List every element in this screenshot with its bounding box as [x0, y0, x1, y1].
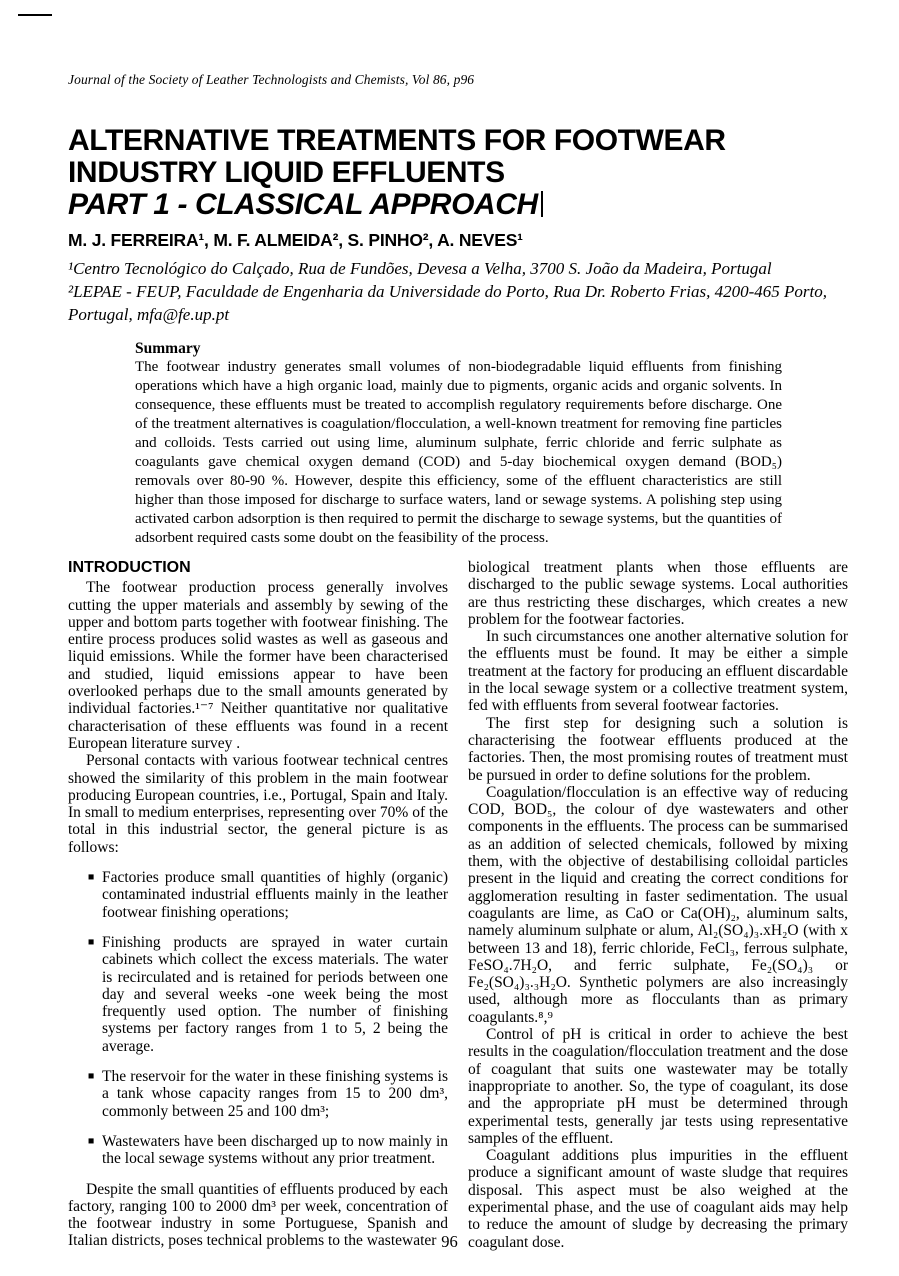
- list-item-text: Factories produce small quantities of highly (organic) contaminated industrial effluents mainly in the leather footwear finishing operations;: [102, 869, 448, 921]
- list-item: [88, 1133, 448, 1168]
- right-column: [468, 559, 848, 1251]
- list-item: [88, 934, 448, 1055]
- affiliations: [68, 257, 848, 326]
- paragraph: The first step for designing such a solution is characterising the footwear effluents produced at the factories. Then, the most promising routes of treatment must be pursued in order to define solutions for the problem.: [468, 714, 848, 784]
- paragraph: Personal contacts with various footwear technical centres showed the similarity of this problem in the main footwear producing European countries, i.e., Portugal, Spain and Italy. In small to medium enterprises, representing over 70% of the total in this industrial sector, the general picture is as follows:: [68, 752, 448, 856]
- paragraph: Control of pH is critical in order to achieve the best results in the coagulation/flocculation treatment and the dose of coagulant that suits one wastewater may be totally inappropriate to another. So, the type of coagulant, its dose and the appropriate pH must be determined through experimental tests, generally jar tests using representative samples of the effluent.: [468, 1026, 848, 1147]
- two-column-body: [68, 559, 848, 1251]
- list-item: [88, 1068, 448, 1120]
- page-number: 96: [441, 1232, 458, 1251]
- paragraph: In such circumstances one another alternative solution for the effluents must be found. It may be either a simple treatment at the factory for producing an effluent discardable in the local sewage system or a collective treatment system, fed with effluents from several footwear factories.: [468, 628, 848, 715]
- journal-header: Journal of the Society of Leather Technologists and Chemists, Vol 86, p96: [68, 72, 475, 87]
- title-line-3: [68, 189, 848, 221]
- text-cursor: [541, 191, 543, 217]
- bullet-square-icon: ■: [88, 872, 95, 884]
- introduction-heading: INTRODUCTION: [68, 559, 191, 576]
- title-part-text: PART 1 - CLASSICAL APPROACH: [68, 188, 538, 221]
- paragraph: Coagulant additions plus impurities in the effluent produce a significant amount of waste sludge that requires disposal. This aspect must be also weighed at the experimental phase, and the use of coagulant aids may help to reduce the amount of sludge by decreasing the primary coagulant dose.: [468, 1147, 848, 1251]
- paragraph: Coagulation/flocculation is an effective way of reducing COD, BOD₅, the colour of dye wastewaters and other components in the effluents. The process can be summarised as an addition of selected chemicals, followed by mixing them, with the objective of destabilising colloidal particles present in the liquid and creating the correct conditions for agglomeration resulting in faster sedimentation. The usual coagulants are lime, as CaO or Ca(OH)₂, aluminum salts, namely aluminum sulphate or alum, Al₂(SO₄)₃.xH₂O (with x between 13 and 18), ferric chloride, FeCl₃, ferrous sulphate, FeSO₄.7H₂O, and ferric sulphate, Fe₂(SO₄)₃ or Fe₂(SO₄)₃.₃H₂O. Synthetic polymers are also increasingly used, although more as flocculants than as primary coagulants.⁸,⁹: [468, 783, 848, 1026]
- paragraph: Despite the small quantities of effluents produced by each factory, ranging 100 to 2000 dm³ per week, concentration of the footwear industry in some Portuguese, Spanish and Italian districts, poses technical problems to the wastewater: [68, 1180, 448, 1250]
- summary-body: The footwear industry generates small volumes of non-biodegradable liquid effluents from finishing operations which have a high organic load, mainly due to pigments, organic acids and organic solvents. In consequence, these effluents must be treated to accomplish regulatory requirements before discharge. One of the treatment alternatives is coagulation/flocculation, a well-known treatment for removing fine particles and colloids. Tests carried out using lime, aluminum sulphate, ferric chloride and ferric sulphate as coagulants gave chemical oxygen demand (COD) and 5-day biochemical oxygen demand (BOD₅) removals over 80-90 %. However, despite this efficiency, some of the effluent characteristics are still higher than those imposed for discharge to surface waters, land or sewage systems. A polishing step using activated carbon adsorption is then required to permit the discharge to sewage systems, but the quantities of adsorbent required casts some doubt on the feasibility of the process.: [135, 359, 782, 546]
- left-column: [68, 559, 448, 1251]
- bullet-square-icon: ■: [88, 936, 95, 948]
- affiliation-2: ²LEPAE - FEUP, Faculdade de Engenharia da Universidade do Porto, Rua Dr. Roberto Frias, 4200-465 Porto, Portugal, mfa@fe.up.pt: [68, 282, 828, 324]
- list-item-text: Wastewaters have been discharged up to now mainly in the local sewage systems without any prior treatment.: [102, 1132, 448, 1168]
- summary-section: [135, 339, 782, 548]
- title-line-1: ALTERNATIVE TREATMENTS FOR FOOTWEAR: [68, 124, 726, 157]
- page-content: [68, 0, 848, 1251]
- bullet-square-icon: ■: [88, 1135, 95, 1147]
- paragraph: biological treatment plants when those effluents are discharged to the public sewage systems. Local authorities are thus restricting these discharges, which creates a new problem for the footwear factories.: [468, 559, 848, 628]
- bullet-square-icon: ■: [88, 1071, 95, 1083]
- affiliation-1: ¹Centro Tecnológico do Calçado, Rua de Fundões, Devesa a Velha, 3700 S. João da Madeira, Portugal: [68, 259, 772, 278]
- list-item-text: The reservoir for the water in these finishing systems is a tank whose capacity ranges from 15 to 200 dm³, commonly between 25 and 100 dm³;: [102, 1068, 448, 1120]
- authors-line: M. J. FERREIRA¹, M. F. ALMEIDA², S. PINHO², A. NEVES¹: [68, 230, 523, 250]
- summary-heading: Summary: [135, 340, 201, 357]
- list-item-text: Finishing products are sprayed in water curtain cabinets which collect the excess materials. The water is recirculated and is retained for periods between one day and several weeks -one week being the most frequently used option. The number of finishing systems per factory ranges from 1 to 5, 2 being the average.: [102, 933, 448, 1055]
- scan-artifact-line: [18, 14, 52, 16]
- article-title: [68, 125, 848, 221]
- title-line-2: INDUSTRY LIQUID EFFLUENTS: [68, 156, 505, 189]
- paragraph: The footwear production process generally involves cutting the upper materials and assembly by sewing of the upper and bottom parts together with footwear finishing. The entire process produces solid wastes as well as gaseous and liquid emissions. While the former have been characterised and studied, liquid emissions appear to have been overlooked perhaps due to the small amounts generated by individual factories.¹⁻⁷ Neither quantitative nor qualitative characterisation of these effluents was found in a recent European literature survey .: [68, 579, 448, 752]
- list-item: [88, 869, 448, 921]
